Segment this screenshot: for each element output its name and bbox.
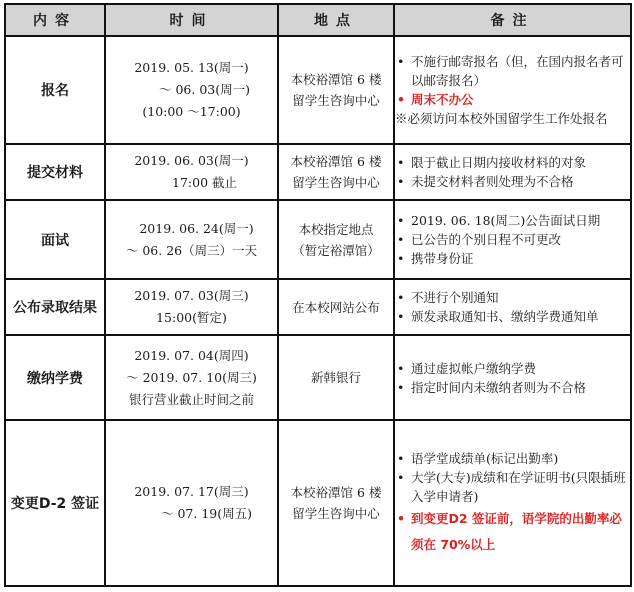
list-item: ※必须访问本校外国留学生工作处报名 (395, 111, 608, 126)
table-row (5, 36, 631, 144)
row-notes (394, 420, 631, 586)
list-item: • 大学(大专)成绩和在学证明书(只限插班入学申请者) (397, 469, 626, 504)
list-item: • 不进行个别通知 (397, 290, 499, 305)
list-item: • 未提交材料者则处理为不合格 (397, 174, 574, 189)
row-time: 2019. 05. 13(周一) ～ 06. 03(周一) (10:00 ～17:00) (105, 36, 278, 144)
row-time: 2019. 06. 24(周一) ～ 06. 26（周三）一天 (105, 200, 278, 279)
list-item: • 限于截止日期内接收材料的对象 (397, 155, 587, 170)
header-place: 地点 (278, 4, 394, 36)
header-time: 时间 (105, 4, 278, 36)
row-notes (394, 200, 631, 279)
row-item: 提交材料 (5, 144, 105, 200)
header-item: 内容 (5, 4, 105, 36)
row-time: 2019. 06. 03(周一) 17:00 截止 (105, 144, 278, 200)
list-item: • 携带身份证 (397, 251, 474, 266)
row-place: 本校裕潭馆 6 楼 留学生咨询中心 (278, 144, 394, 200)
row-item: 变更D-2 签证 (5, 420, 105, 586)
list-item: • 颁发录取通知书、缴纳学费通知单 (397, 309, 599, 324)
row-notes (394, 36, 631, 144)
list-item: • 到变更D2 签证前，语学院的出勤率必须在 70%以上 (397, 510, 622, 552)
list-item: • 周末不办公 (397, 92, 474, 107)
row-place: 本校裕潭馆 6 楼 留学生咨询中心 (278, 420, 394, 586)
row-time: 2019. 07. 17(周三) ～ 07. 19(周五) (105, 420, 278, 586)
row-notes (394, 279, 631, 335)
table-row (5, 200, 631, 279)
row-time: 2019. 07. 04(周四) ～ 2019. 07. 10(周三) 银行营业截止时间之前 (105, 335, 278, 420)
header-row (5, 4, 631, 36)
header-note: 备注 (394, 4, 631, 36)
table-row (5, 144, 631, 200)
row-place: 新韩银行 (278, 335, 394, 420)
row-notes (394, 335, 631, 420)
list-item: • 语学堂成绩单(标记出勤率) (397, 450, 559, 466)
row-place: 在本校网站公布 (278, 279, 394, 335)
list-item: • 通过虚拟帐户缴纳学费 (397, 360, 537, 376)
row-time: 2019. 07. 03(周三) 15:00(暂定) (105, 279, 278, 335)
row-place: 本校指定地点 （暂定裕潭馆） (278, 200, 394, 279)
row-place: 本校裕潭馆 6 楼 留学生咨询中心 (278, 36, 394, 144)
list-item: • 指定时间内未缴纳者则为不合格 (397, 379, 587, 395)
row-item: 公布录取结果 (5, 279, 105, 335)
row-item: 报名 (5, 36, 105, 144)
schedule-table (4, 3, 632, 587)
list-item: • 2019. 06. 18(周二)公告面试日期 (397, 213, 601, 228)
table-row (5, 279, 631, 335)
table-row (5, 335, 631, 420)
row-item: 面试 (5, 200, 105, 279)
list-item: • 不施行邮寄报名（但，在国内报名者可以邮寄报名） (397, 54, 624, 88)
list-item: • 已公告的个别日程不可更改 (397, 232, 562, 247)
row-notes (394, 144, 631, 200)
table-row (5, 420, 631, 586)
row-item: 缴纳学费 (5, 335, 105, 420)
